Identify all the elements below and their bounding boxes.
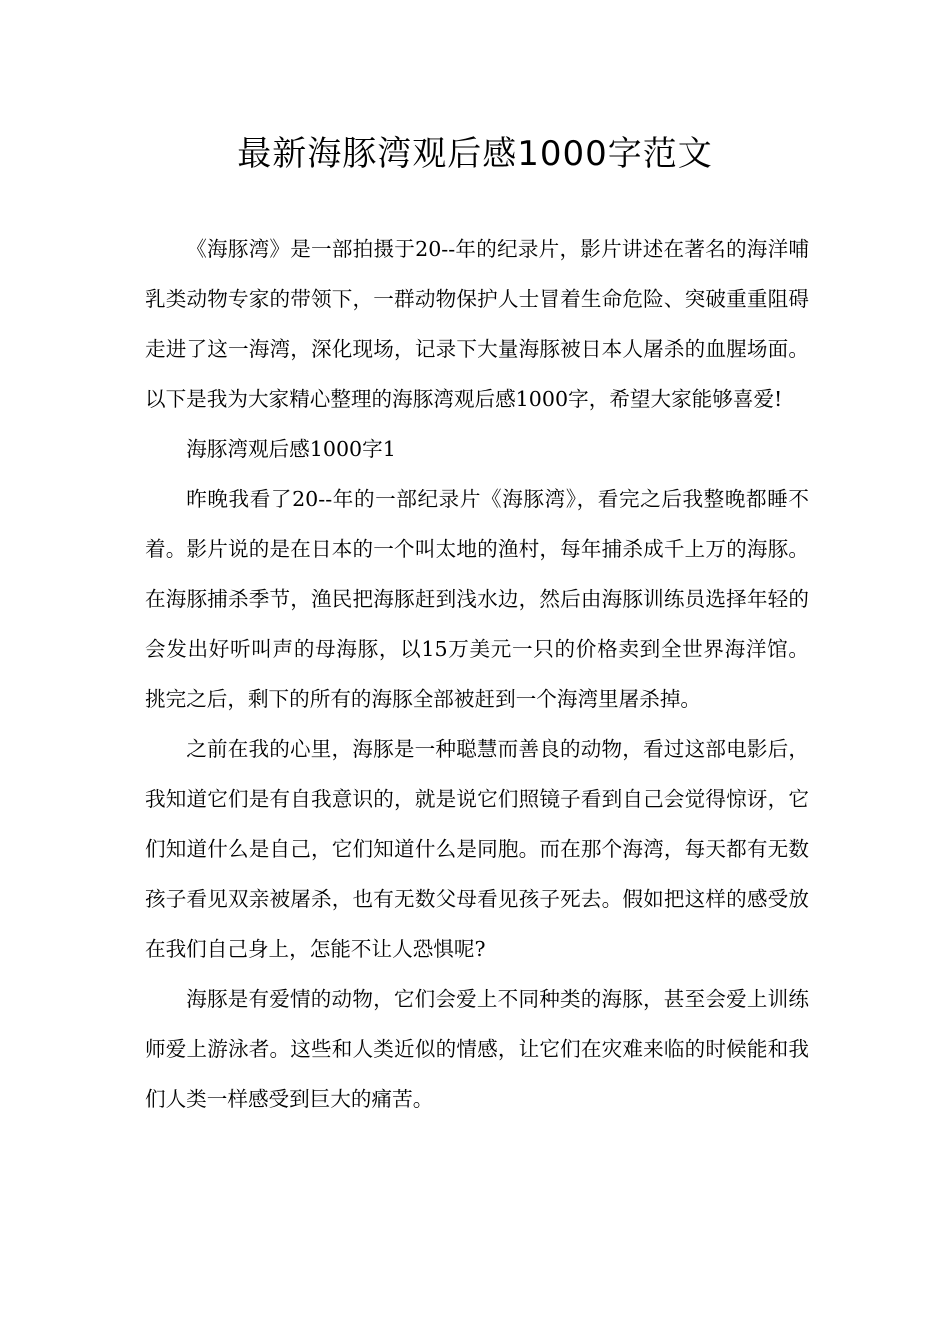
section-heading: 海豚湾观后感1000字1 bbox=[186, 437, 396, 461]
body-paragraph: 昨晚我看了20--年的一部纪录片《海豚湾》，看完之后我整晚都睡不着。影片说的是在日本的一个叫太地的渔村，每年捕杀成千上万的海豚。在海豚捕杀季节，渔民把海豚赶到浅水边，然后由海豚训练员选择年轻的会发出好听叫声的母海豚，以15万美元一只的价格卖到全世界海洋馆。挑完之后，剩下的所有的海豚全部被赶到一个海湾里屠杀掉。 bbox=[145, 487, 809, 711]
document-body bbox=[145, 224, 809, 1124]
body-paragraph: 海豚是有爱情的动物，它们会爱上不同种类的海豚，甚至会爱上训练师爱上游泳者。这些和人类近似的情感，让它们在灾难来临的时候能和我们人类一样感受到巨大的痛苦。 bbox=[145, 987, 809, 1111]
body-paragraph: 之前在我的心里，海豚是一种聪慧而善良的动物，看过这部电影后，我知道它们是有自我意识的，就是说它们照镜子看到自己会觉得惊讶，它们知道什么是自己，它们知道什么是同胞。而在那个海湾，每天都有无数孩子看见双亲被屠杀，也有无数父母看见孩子死去。假如把这样的感受放在我们自己身上，怎能不让人恐惧呢? bbox=[145, 737, 809, 961]
document-title: 最新海豚湾观后感1000字范文 bbox=[237, 134, 713, 174]
intro-paragraph: 《海豚湾》是一部拍摄于20--年的纪录片，影片讲述在著名的海洋哺乳类动物专家的带领下，一群动物保护人士冒着生命危险、突破重重阻碍走进了这一海湾，深化现场，记录下大量海豚被日本人屠杀的血腥场面。以下是我为大家精心整理的海豚湾观后感1000字，希望大家能够喜爱! bbox=[145, 237, 809, 411]
